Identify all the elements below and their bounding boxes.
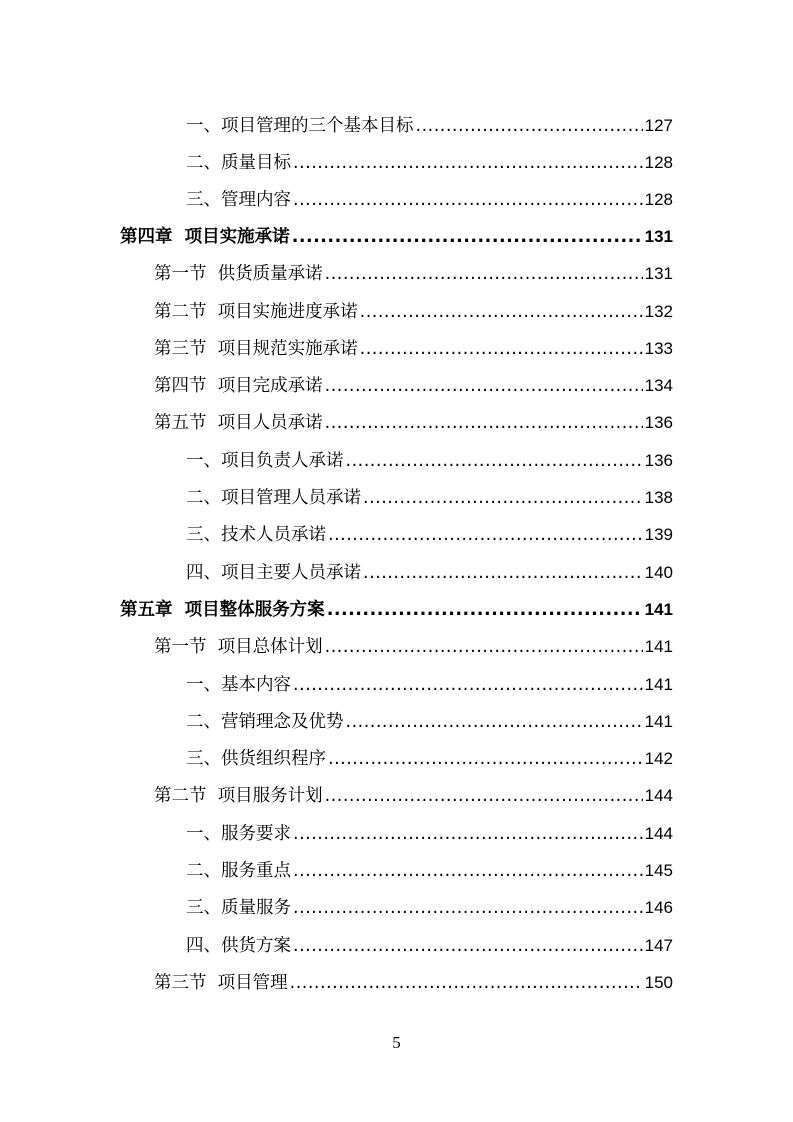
dot-leader xyxy=(293,823,643,845)
toc-chapter-entry[interactable] xyxy=(120,211,673,248)
toc-entry-page: 145 xyxy=(644,861,673,880)
toc-entry[interactable] xyxy=(186,659,673,696)
dot-leader xyxy=(360,338,643,360)
toc-section-entry[interactable] xyxy=(154,770,673,807)
toc-entry[interactable] xyxy=(186,472,673,509)
toc-entry-page: 127 xyxy=(644,116,673,135)
toc-entry-title: 三、技术人员承诺 xyxy=(186,525,326,545)
toc-entry-page: 131 xyxy=(644,264,673,283)
toc-entry-page: 144 xyxy=(644,786,673,805)
toc-entry-page: 138 xyxy=(644,488,673,507)
dot-leader xyxy=(325,785,643,807)
toc-entry-title: 第四章 项目实施承诺 xyxy=(120,227,290,247)
toc-entry-page: 132 xyxy=(644,302,673,321)
toc-entry-page: 134 xyxy=(644,376,673,395)
toc-entry[interactable] xyxy=(186,808,673,845)
toc-entry[interactable] xyxy=(186,435,673,472)
dot-leader xyxy=(325,375,643,397)
toc-entry-title: 一、基本内容 xyxy=(186,675,291,695)
toc-entry-title: 第一节 项目总体计划 xyxy=(154,637,323,657)
toc-entry-title: 四、供货方案 xyxy=(186,936,291,956)
toc-entry-page: 144 xyxy=(644,824,673,843)
toc-entry-title: 第三节 项目规范实施承诺 xyxy=(154,339,358,359)
dot-leader xyxy=(293,897,643,919)
dot-leader xyxy=(293,935,643,957)
toc-entry[interactable] xyxy=(186,845,673,882)
toc-entry-page: 147 xyxy=(644,936,673,955)
dot-leader xyxy=(328,524,643,546)
toc-entry-title: 第四节 项目完成承诺 xyxy=(154,376,323,396)
toc-entry[interactable] xyxy=(186,174,673,211)
toc-entry[interactable] xyxy=(186,733,673,770)
toc-entry-page: 128 xyxy=(644,190,673,209)
toc-entry-title: 第二节 项目服务计划 xyxy=(154,786,323,806)
toc-entry-page: 142 xyxy=(644,749,673,768)
toc-entry-page: 141 xyxy=(644,637,673,656)
dot-leader xyxy=(325,412,643,434)
toc-entry-title: 二、服务重点 xyxy=(186,861,291,881)
toc-entry[interactable] xyxy=(186,882,673,919)
toc-entry[interactable] xyxy=(186,547,673,584)
toc-section-entry[interactable] xyxy=(154,397,673,434)
toc-entry-title: 二、质量目标 xyxy=(186,153,291,173)
toc-entry-page: 131 xyxy=(644,227,673,246)
toc-entry[interactable] xyxy=(186,696,673,733)
toc-entry-page: 136 xyxy=(644,451,673,470)
dot-leader xyxy=(292,226,643,248)
toc-entry-page: 141 xyxy=(644,675,673,694)
toc-entry-page: 146 xyxy=(644,898,673,917)
toc-entry-title: 四、项目主要人员承诺 xyxy=(186,563,361,583)
toc-entry-page: 141 xyxy=(644,712,673,731)
dot-leader xyxy=(293,674,643,696)
toc-entry-title: 第一节 供货质量承诺 xyxy=(154,264,323,284)
toc-entry[interactable] xyxy=(186,509,673,546)
toc-chapter-entry[interactable] xyxy=(120,584,673,621)
toc-entry-title: 三、供货组织程序 xyxy=(186,749,326,769)
toc-entry-title: 一、项目负责人承诺 xyxy=(186,451,344,471)
dot-leader xyxy=(293,860,643,882)
dot-leader xyxy=(328,748,643,770)
dot-leader xyxy=(290,972,643,994)
toc-entry-page: 139 xyxy=(644,525,673,544)
dot-leader xyxy=(346,711,643,733)
dot-leader xyxy=(293,152,643,174)
dot-leader xyxy=(293,189,643,211)
dot-leader xyxy=(346,450,643,472)
toc-entry-title: 第五节 项目人员承诺 xyxy=(154,413,323,433)
toc-entry-title: 三、质量服务 xyxy=(186,898,291,918)
dot-leader xyxy=(360,301,643,323)
toc-entry-page: 133 xyxy=(644,339,673,358)
toc-section-entry[interactable] xyxy=(154,957,673,994)
toc-entry[interactable] xyxy=(186,920,673,957)
dot-leader xyxy=(363,487,643,509)
toc-entry-title: 一、服务要求 xyxy=(186,824,291,844)
toc-entry-page: 141 xyxy=(644,600,673,619)
page-number: 5 xyxy=(392,1033,401,1052)
toc-entry-title: 第三节 项目管理 xyxy=(154,973,288,993)
dot-leader xyxy=(325,636,643,658)
toc-entry-page: 136 xyxy=(644,413,673,432)
toc-entry-title: 第五章 项目整体服务方案 xyxy=(120,600,325,620)
toc-section-entry[interactable] xyxy=(154,360,673,397)
toc-entry-title: 二、营销理念及优势 xyxy=(186,712,344,732)
dot-leader xyxy=(416,115,643,137)
toc-entry-page: 150 xyxy=(644,973,673,992)
toc-entry[interactable] xyxy=(186,137,673,174)
toc-entry[interactable] xyxy=(186,100,673,137)
toc-section-entry[interactable] xyxy=(154,248,673,285)
toc-entry-page: 128 xyxy=(644,153,673,172)
toc-entry-title: 第二节 项目实施进度承诺 xyxy=(154,302,358,322)
dot-leader xyxy=(363,562,643,584)
toc-section-entry[interactable] xyxy=(154,286,673,323)
toc-entry-title: 三、管理内容 xyxy=(186,190,291,210)
toc-entry-title: 二、项目管理人员承诺 xyxy=(186,488,361,508)
dot-leader xyxy=(327,599,643,621)
dot-leader xyxy=(325,263,643,285)
toc-entry-title: 一、项目管理的三个基本目标 xyxy=(186,116,414,136)
toc-section-entry[interactable] xyxy=(154,621,673,658)
toc-section-entry[interactable] xyxy=(154,323,673,360)
toc-entry-page: 140 xyxy=(644,563,673,582)
